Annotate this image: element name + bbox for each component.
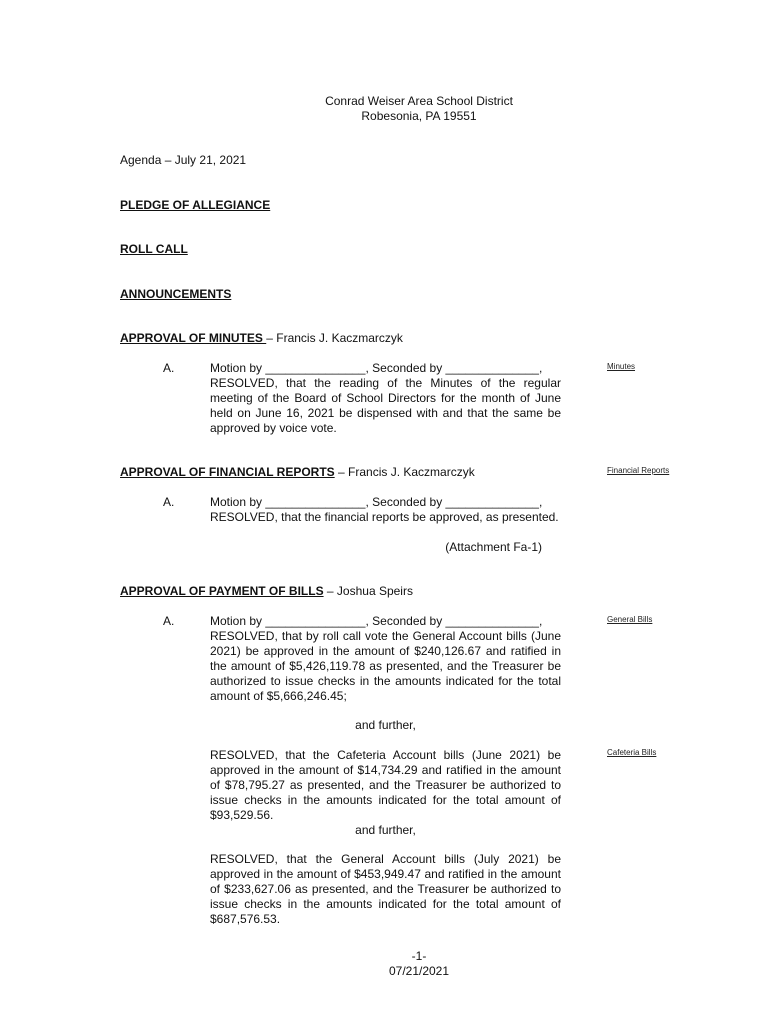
- general-bills-link[interactable]: General Bills: [607, 615, 653, 624]
- district-location: Robesonia, PA 19551: [361, 109, 477, 123]
- bills-item-letter: A.: [163, 614, 175, 628]
- bills-heading: APPROVAL OF PAYMENT OF BILLS: [120, 584, 324, 598]
- and-further-2: and further,: [355, 823, 416, 837]
- financial-presenter: – Francis J. Kaczmarczyk: [334, 465, 475, 479]
- district-name: Conrad Weiser Area School District: [325, 94, 513, 108]
- cafeteria-bills-resolution: RESOLVED, that the Cafeteria Account bills (June 2021) be approved in the amount of $14,734.29 and ratified in the amount of $78,795.27 as presented, and the Treasurer be authorized to issue checks in the amounts indicated for the total amount of $93,529.56.: [210, 748, 561, 822]
- announcements-heading: ANNOUNCEMENTS: [120, 287, 232, 301]
- financial-section-title: [120, 465, 475, 480]
- cafeteria-bills-link[interactable]: Cafeteria Bills: [607, 748, 657, 757]
- minutes-heading: APPROVAL OF MINUTES: [120, 331, 267, 345]
- roll-call-heading: ROLL CALL: [120, 242, 188, 256]
- minutes-link[interactable]: Minutes: [607, 362, 636, 371]
- minutes-resolution: RESOLVED, that the reading of the Minutes of the regular meeting of the Board of School Directors for the month of June held on June 16, 2021 be dispensed with and that the same be approved by voice vote.: [210, 376, 561, 435]
- financial-attachment: (Attachment Fa-1): [445, 540, 542, 554]
- page-number: -1-: [411, 949, 427, 963]
- footer-date: 07/21/2021: [388, 964, 450, 978]
- minutes-motion: Motion by _______________, Seconded by ______________,: [210, 361, 543, 375]
- agenda-date: Agenda – July 21, 2021: [120, 153, 247, 167]
- general-bills-july-resolution: RESOLVED, that the General Account bills (July 2021) be approved in the amount of $453,949.47 and ratified in the amount of $233,627.06 as presented, and the Treasurer be authorized to issue checks in the amounts indicated for the total amount of $687,576.53.: [210, 852, 561, 926]
- and-further-1: and further,: [355, 718, 416, 732]
- minutes-item-letter: A.: [163, 361, 175, 375]
- bills-motion: Motion by _______________, Seconded by ______________,: [210, 614, 543, 628]
- bills-presenter: – Joshua Speirs: [323, 584, 413, 598]
- minutes-presenter: – Francis J. Kaczmarczyk: [266, 331, 403, 345]
- financial-heading: APPROVAL OF FINANCIAL REPORTS: [120, 465, 335, 479]
- general-bills-june-resolution: RESOLVED, that by roll call vote the General Account bills (June 2021) be approved in the amount of $240,126.67 and ratified in the amount of $5,426,119.78 as presented, and the Treasurer be authorized to issue checks in the amounts indicated for the total amount of $5,666,246.45;: [210, 629, 561, 703]
- financial-motion: Motion by _______________, Seconded by ______________,: [210, 495, 543, 509]
- pledge-heading: PLEDGE OF ALLEGIANCE: [120, 198, 271, 212]
- bills-section-title: [120, 584, 413, 599]
- minutes-section-title: [120, 331, 403, 346]
- financial-item-letter: A.: [163, 495, 175, 509]
- financial-reports-link[interactable]: Financial Reports: [607, 466, 670, 475]
- financial-resolution: RESOLVED, that the financial reports be approved, as presented.: [210, 510, 559, 524]
